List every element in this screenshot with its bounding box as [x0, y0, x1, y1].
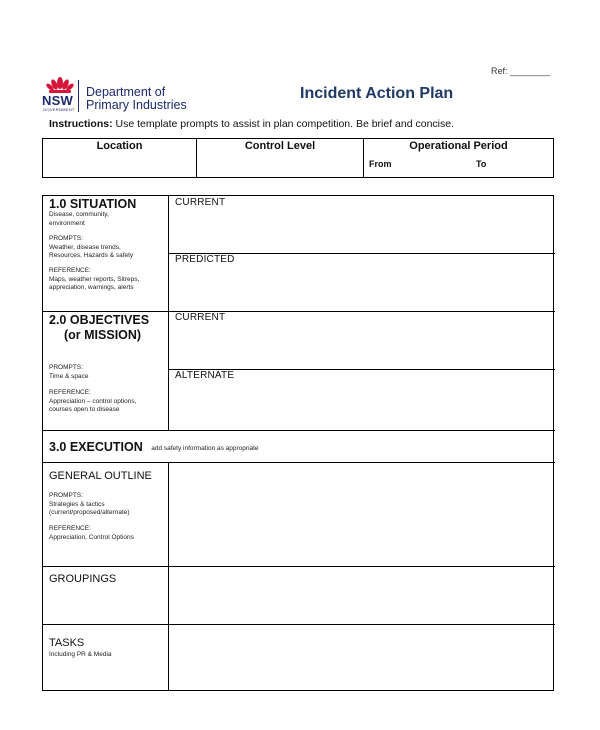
execution-heading-row: [49, 438, 259, 456]
general-outline-prompts: [49, 492, 130, 518]
reference-label: REFERENCE:: [49, 389, 91, 396]
divider: [43, 311, 555, 312]
prompts-line: Resources, Hazards & safety: [49, 252, 134, 259]
objectives-alternate-label: ALTERNATE: [175, 370, 235, 381]
divider: [168, 462, 169, 690]
prompts-line: (current/proposed/alternate): [49, 509, 130, 516]
instructions-text: Use template prompts to assist in plan competition. Be brief and concise.: [112, 118, 455, 130]
reference-line: courses open to disease: [49, 406, 120, 413]
reference-label: REFERENCE:: [49, 267, 91, 274]
logo-dept-line2: Primary Industries: [86, 97, 187, 112]
page-title: Incident Action Plan: [300, 85, 454, 102]
execution-note: add safety information as appropriate: [151, 445, 259, 452]
general-outline-field[interactable]: [170, 464, 553, 565]
situation-description: [49, 211, 109, 228]
logo-government-text: GOVERNMENT: [43, 107, 75, 112]
tasks-field[interactable]: [170, 626, 553, 689]
situation-predicted-field[interactable]: [170, 268, 553, 310]
instructions: [49, 118, 454, 130]
location-header: Location: [96, 140, 143, 152]
logo-divider: [78, 80, 79, 112]
prompts-label: PROMPTS:: [49, 235, 83, 242]
general-outline-reference: [49, 525, 134, 542]
reference-line: Maps, weather reports, Sitreps,: [49, 275, 140, 283]
divider: [43, 624, 555, 625]
divider: [168, 196, 169, 430]
situation-current-field[interactable]: [170, 210, 553, 252]
situation-desc-line: Disease, community,: [49, 211, 109, 218]
to-label: To: [476, 159, 487, 169]
general-outline-label: GENERAL OUTLINE: [49, 470, 152, 482]
waratah-flower-icon: [46, 76, 74, 94]
prompts-label: PROMPTS:: [49, 492, 83, 499]
location-cell[interactable]: [43, 139, 197, 177]
situation-heading: 1.0 SITUATION: [49, 197, 137, 211]
divider: [43, 566, 555, 567]
objectives-current-label: CURRENT: [175, 312, 226, 323]
tasks-label: TASKS: [49, 637, 85, 649]
objectives-alternate-field[interactable]: [170, 384, 553, 429]
control-level-header: Control Level: [244, 140, 316, 152]
info-table: [42, 138, 554, 178]
prompts-line: Time & space: [49, 372, 89, 380]
situation-desc-line: environment: [49, 219, 85, 227]
objectives-current-field[interactable]: [170, 326, 553, 368]
reference-line: appreciation, warnings, alerts: [49, 284, 134, 291]
situation-prompts: [49, 235, 133, 261]
tasks-subtext: Including PR & Media: [49, 651, 112, 658]
divider: [43, 430, 555, 431]
situation-reference: [49, 267, 139, 293]
reference-line: Appreciation – control options,: [49, 397, 137, 405]
divider: [43, 462, 555, 463]
objectives-subheading: (or MISSION): [64, 328, 142, 342]
operational-period-header: Operational Period: [409, 140, 508, 152]
prompts-label: PROMPTS:: [49, 364, 83, 371]
situation-current-label: CURRENT: [175, 197, 226, 208]
prompts-line: Weather, disease trends,: [49, 243, 121, 251]
from-label: From: [369, 159, 392, 169]
logo-dept-line1: Department of: [86, 85, 166, 99]
logo-department-name: [86, 86, 187, 111]
logo-nsw-text: NSW: [42, 93, 73, 108]
situation-predicted-label: PREDICTED: [175, 254, 235, 265]
instructions-label: Instructions:: [49, 118, 113, 130]
control-level-cell[interactable]: [197, 139, 364, 177]
prompts-line: Strategies & tactics: [49, 500, 105, 508]
groupings-label: GROUPINGS: [49, 573, 117, 585]
groupings-field[interactable]: [170, 568, 553, 623]
ref-field: Ref: ________: [491, 66, 551, 76]
execution-heading: 3.0 EXECUTION: [49, 440, 143, 454]
operational-period-cell[interactable]: [364, 139, 553, 177]
reference-line: Appreciation, Control Options: [49, 533, 134, 541]
reference-label: REFERENCE:: [49, 525, 91, 532]
objectives-prompts: [49, 364, 89, 381]
nsw-dpi-logo: [42, 76, 207, 116]
objectives-reference: [49, 389, 136, 415]
objectives-heading: 2.0 OBJECTIVES: [49, 313, 150, 327]
plan-form: [42, 195, 554, 691]
